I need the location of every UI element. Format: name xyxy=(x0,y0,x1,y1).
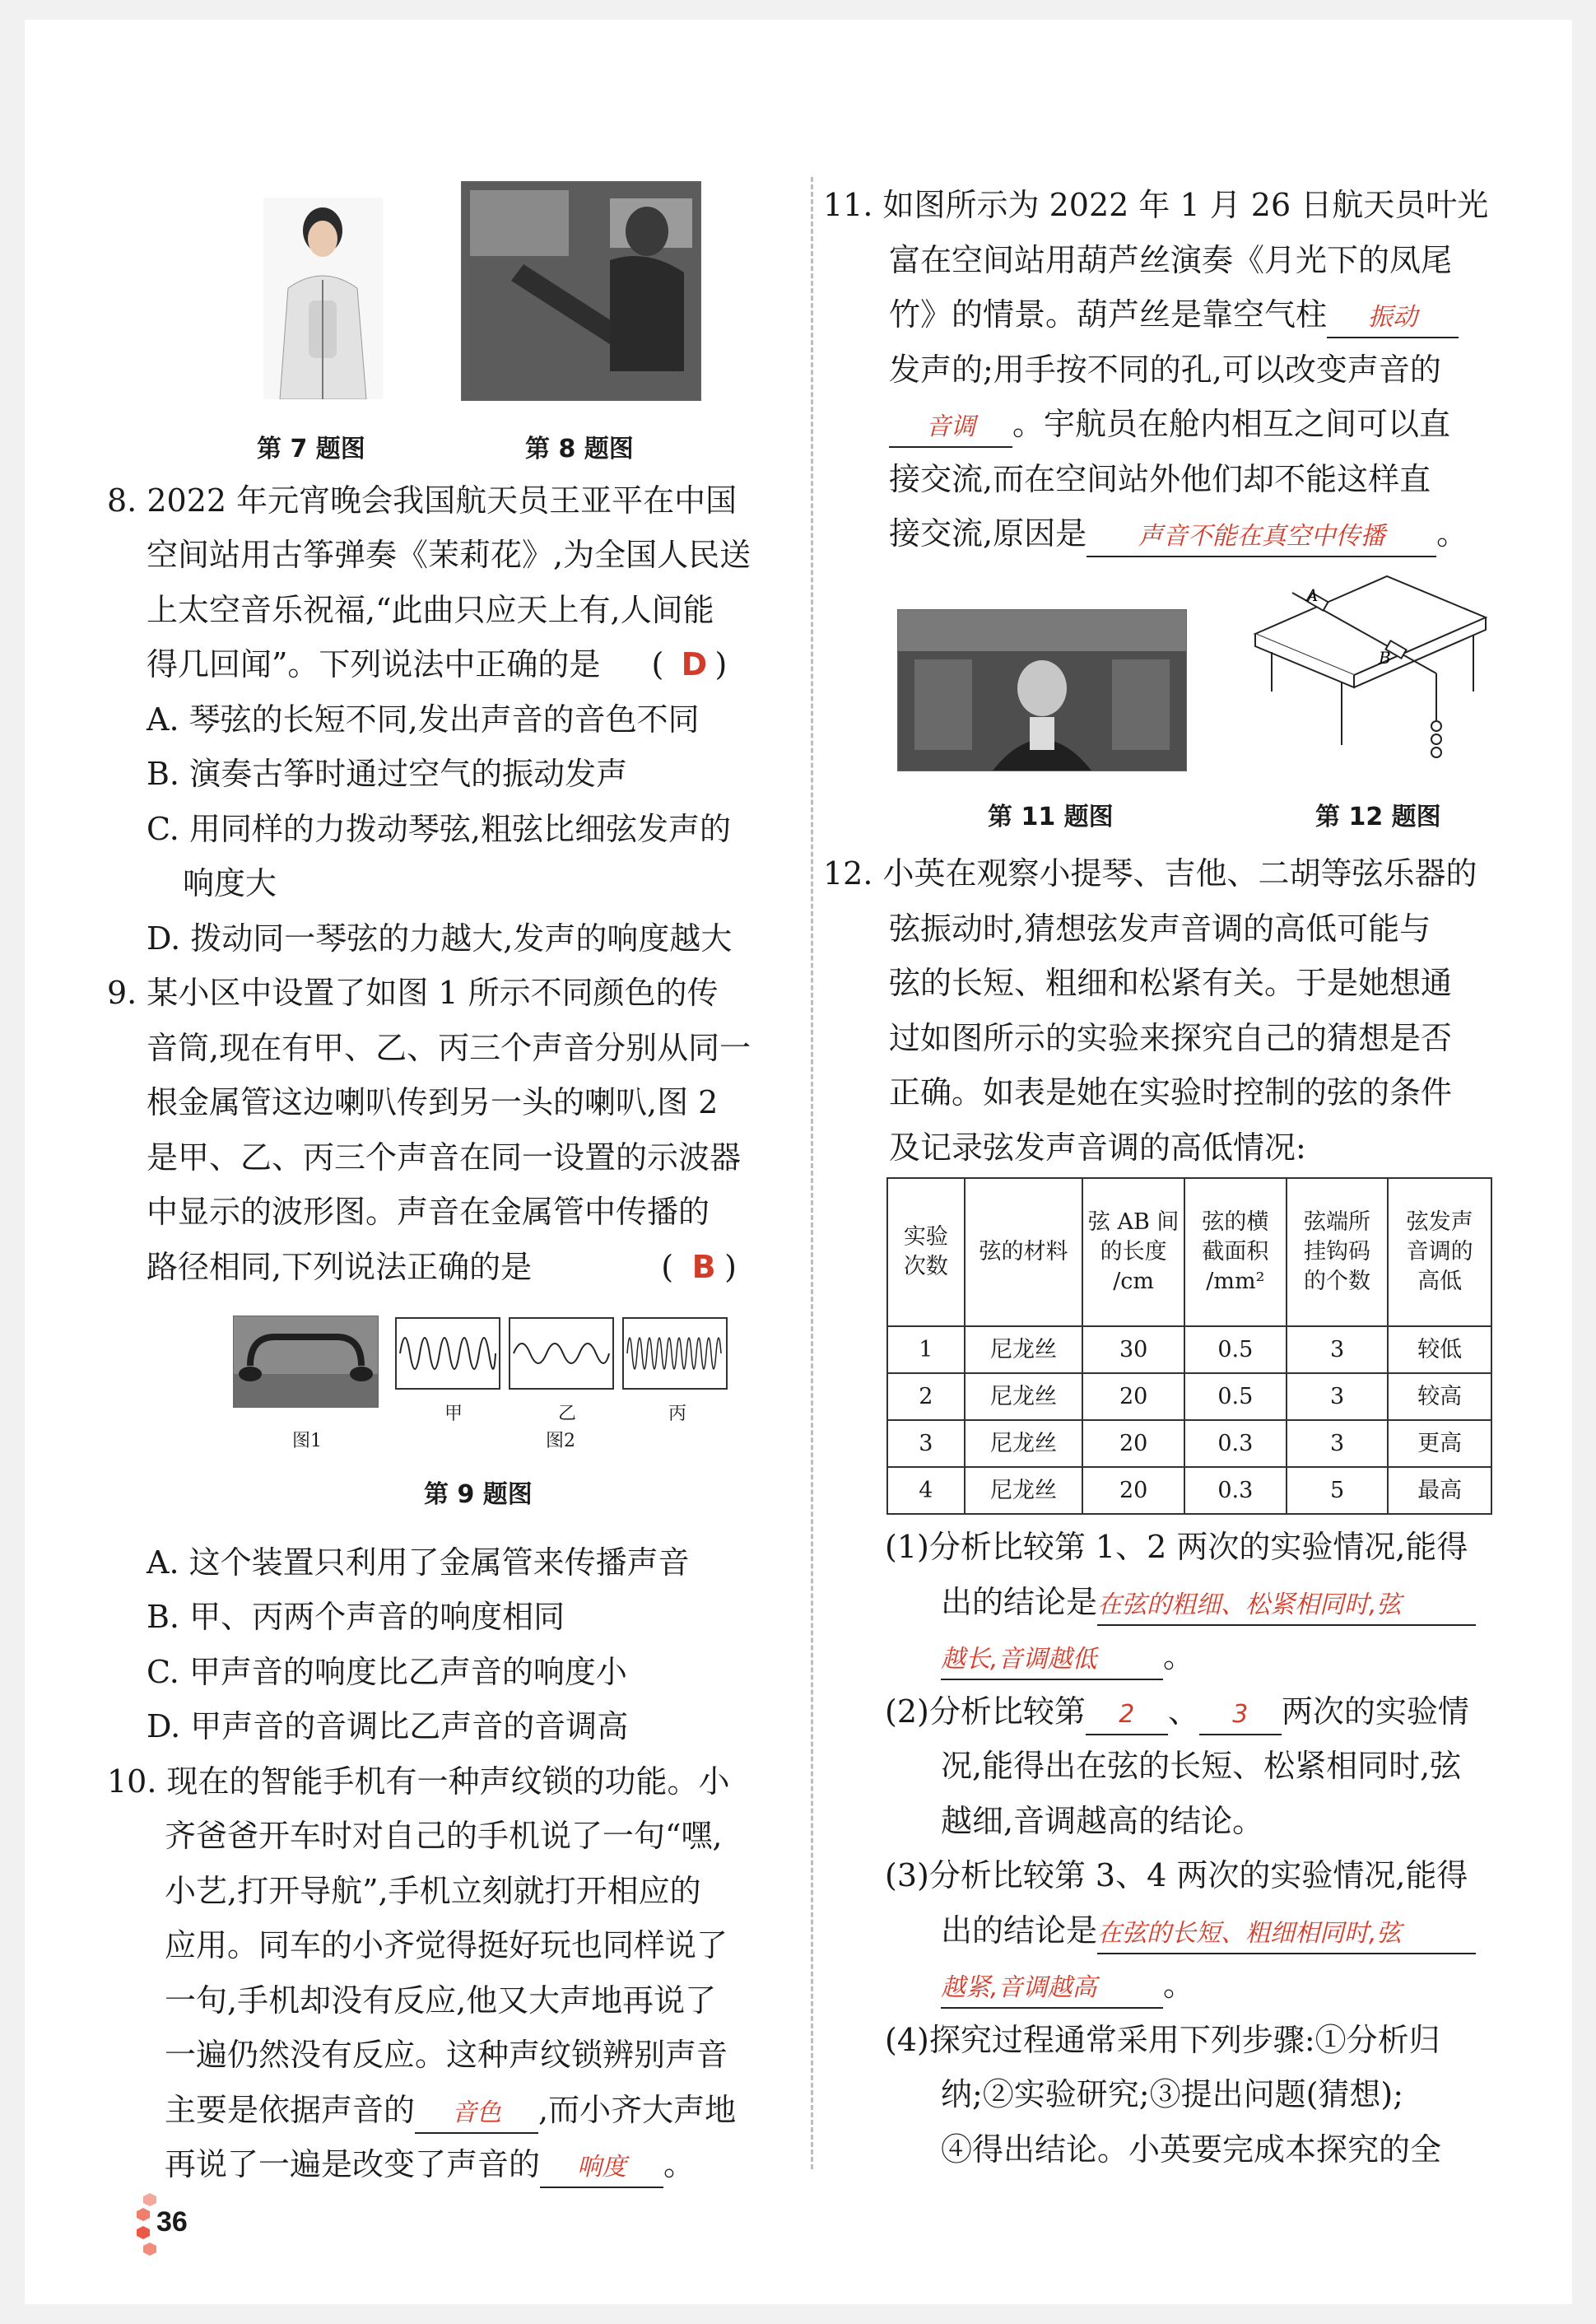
q12-sub2-line-1 xyxy=(885,1684,1469,1739)
figure-9-2-label: 图2 xyxy=(546,1431,575,1451)
table-header-row xyxy=(887,1178,1491,1326)
astronaut-portrait-image xyxy=(263,198,383,399)
q9-line-3: 根金属管这边喇叭传到另一头的喇叭,图 2 xyxy=(147,1084,719,1120)
point-a-label: A xyxy=(1306,585,1319,605)
q10-line-8-pre: 再说了一遍是改变了声音的 xyxy=(165,2146,541,2182)
table-cell: 较高 xyxy=(1388,1373,1491,1420)
q12-sub2-line-2: 况,能得出在弦的长短、松紧相同时,弦 xyxy=(941,1748,1462,1784)
table-cell: 30 xyxy=(1082,1326,1184,1373)
q8-line-3: 上太空音乐祝福,“此曲只应天上有,人间能 xyxy=(147,592,714,628)
q10-line-6: 一遍仍然没有反应。这种声纹锁辨别声音 xyxy=(165,2037,728,2073)
figure-12-diagram xyxy=(1247,568,1494,774)
header-length xyxy=(1082,1178,1184,1326)
q10-blank-1 xyxy=(415,2091,538,2134)
q12-sub3-line-1: (3)分析比较第 3、4 两次的实验情况,能得 xyxy=(885,1857,1468,1893)
q9-option-b: B. 甲、丙两个声音的响度相同 xyxy=(147,1599,565,1635)
q12-sub4-line-2: 纳;②实验研究;③提出问题(猜想); xyxy=(941,2076,1404,2112)
header-pitch-l3: 高低 xyxy=(1417,1269,1463,1294)
q12-sub1-answer-b: 越长,音调越低 xyxy=(941,1645,1097,1674)
figure-12-caption: 第 12 题图 xyxy=(1315,803,1441,831)
table-cell: 最高 xyxy=(1388,1467,1491,1514)
table-row xyxy=(887,1326,1491,1373)
q11-line-5 xyxy=(889,397,1450,451)
figure-7-photo xyxy=(263,198,383,399)
table-cell: 3 xyxy=(1287,1420,1389,1467)
q11-blank-3 xyxy=(1086,515,1436,557)
figure-11-photo xyxy=(897,609,1187,771)
q12-sub2-blank-2 xyxy=(1199,1693,1282,1735)
header-area xyxy=(1184,1178,1287,1326)
q9-option-a: A. 这个装置只利用了金属管来传播声音 xyxy=(147,1544,690,1581)
q11-answer-1: 振动 xyxy=(1368,303,1418,332)
waveform-b-label: 乙 xyxy=(558,1404,577,1424)
figure-9-1-label: 图1 xyxy=(292,1431,322,1451)
header-weights-l2: 挂钩码 xyxy=(1304,1239,1371,1264)
q12-sub1-end: 。 xyxy=(1163,1638,1195,1674)
q9-line-2: 音筒,现在有甲、乙、丙三个声音分别从同一 xyxy=(147,1030,751,1066)
q12-sub2-blank-1 xyxy=(1086,1693,1168,1735)
point-b-label: B xyxy=(1379,648,1391,668)
q10-line-7 xyxy=(165,2083,736,2137)
q8-option-b: B. 演奏古筝时通过空气的振动发声 xyxy=(147,756,628,792)
q8-line-4-text: 得几回闻”。下列说法中正确的是 xyxy=(147,646,601,682)
q10-line-8-post: 。 xyxy=(663,2146,696,2182)
q12-sub2-sep: 、 xyxy=(1167,1693,1199,1730)
q9-line-6: 路径相同,下列说法正确的是 ( B ) xyxy=(147,1240,737,1294)
table-cell: 20 xyxy=(1082,1373,1184,1420)
figure-8-caption: 第 8 题图 xyxy=(525,435,634,463)
table-cell: 尼龙丝 xyxy=(965,1420,1083,1467)
table-cell: 尼龙丝 xyxy=(965,1467,1083,1514)
table-cell: 尼龙丝 xyxy=(965,1373,1083,1420)
q8-option-c: C. 用同样的力拨动琴弦,粗弦比细弦发声的 xyxy=(147,811,731,847)
q10-blank-2 xyxy=(540,2145,663,2188)
q11-line-5-post: 。宇航员在舱内相互之间可以直 xyxy=(1012,406,1451,442)
q12-sub3-pre: 出的结论是 xyxy=(941,1912,1098,1949)
q11-line-7-pre: 接交流,原因是 xyxy=(889,515,1087,552)
table-row xyxy=(887,1467,1491,1514)
space-station-guzheng-image xyxy=(462,182,700,400)
q8-option-a: A. 琴弦的长短不同,发出声音的音色不同 xyxy=(147,701,700,738)
q12-sub1-pre: 出的结论是 xyxy=(941,1584,1098,1620)
waveform-b xyxy=(509,1317,614,1390)
q9-line-5: 中显示的波形图。声音在金属管中传播的 xyxy=(147,1194,710,1230)
q12-line-4: 过如图所示的实验来探究自己的猜想是否 xyxy=(889,1020,1453,1056)
figure-7-caption: 第 7 题图 xyxy=(257,435,365,463)
q8-line-2: 空间站用古筝弹奏《茉莉花》,为全国人民送 xyxy=(147,537,751,573)
q10-line-5: 一句,手机却没有反应,他又大声地再说了 xyxy=(165,1982,717,2019)
q11-line-3-pre: 竹》的情景。葫芦丝是靠空气柱 xyxy=(889,296,1328,333)
table-cell: 更高 xyxy=(1388,1420,1491,1467)
q9-option-d: D. 甲声音的音调比乙声音的音调高 xyxy=(147,1708,629,1744)
q8-option-c-cont: 响度大 xyxy=(183,865,277,901)
q12-sub4-line-3: ④得出结论。小英要完成本探究的全 xyxy=(941,2131,1442,2168)
table-cell: 0.3 xyxy=(1184,1467,1287,1514)
table-cell: 5 xyxy=(1287,1467,1389,1514)
table-cell: 20 xyxy=(1082,1420,1184,1467)
q12-sub2-pre: (2)分析比较第 xyxy=(885,1693,1086,1730)
q12-sub2-post: 两次的实验情 xyxy=(1281,1693,1469,1730)
q12-line-1: 12. 小英在观察小提琴、吉他、二胡等弦乐器的 xyxy=(823,855,1477,892)
q11-line-3 xyxy=(889,287,1459,342)
q12-sub1-blank-a xyxy=(1097,1583,1476,1626)
q12-sub3-blank-b xyxy=(941,1966,1163,2009)
q10-line-7-post: ,而小齐大声地 xyxy=(538,2092,737,2128)
q11-line-6: 接交流,而在空间站外他们却不能这样直 xyxy=(889,461,1431,497)
q8-line-1: 8. 2022 年元宵晚会我国航天员王亚平在中国 xyxy=(107,482,738,519)
table-cell: 0.5 xyxy=(1184,1326,1287,1373)
header-area-l2: 截面积 xyxy=(1202,1239,1269,1264)
q12-sub1-line-3 xyxy=(941,1629,1194,1684)
q10-line-3: 小艺,打开导航”,手机立刻就打开相应的 xyxy=(165,1873,701,1909)
q9-option-c: C. 甲声音的响度比乙声音的响度小 xyxy=(147,1654,627,1690)
header-length-l3: /cm xyxy=(1113,1269,1155,1294)
q12-sub2-answer-1: 2 xyxy=(1119,1700,1135,1729)
q12-sub3-line-2 xyxy=(941,1903,1476,1958)
q8-answer: D xyxy=(681,646,708,682)
q12-line-3: 弦的长短、粗细和松紧有关。于是她想通 xyxy=(889,965,1453,1001)
table-cell: 1 xyxy=(887,1326,965,1373)
table-cell: 2 xyxy=(887,1373,965,1420)
q9-line-4: 是甲、乙、丙三个声音在同一设置的示波器 xyxy=(147,1139,742,1176)
table-cell: 3 xyxy=(1287,1373,1389,1420)
experiment-table xyxy=(886,1177,1492,1515)
table-cell: 尼龙丝 xyxy=(965,1326,1083,1373)
header-trial-l1: 实验 xyxy=(903,1224,948,1250)
q11-line-7 xyxy=(889,506,1468,561)
q10-line-7-pre: 主要是依据声音的 xyxy=(165,2092,416,2128)
waveform-a xyxy=(395,1317,500,1390)
table-row xyxy=(887,1420,1491,1467)
q10-line-4: 应用。同车的小齐觉得挺好玩也同样说了 xyxy=(165,1927,728,1963)
q11-answer-3: 声音不能在真空中传播 xyxy=(1138,522,1385,551)
header-weights xyxy=(1287,1178,1389,1326)
q12-sub3-end: 。 xyxy=(1163,1967,1195,2003)
table-cell: 0.3 xyxy=(1184,1420,1287,1467)
q11-blank-1 xyxy=(1327,296,1459,338)
q8-option-d: D. 拨动同一琴弦的力越大,发声的响度越大 xyxy=(147,920,733,957)
header-material xyxy=(965,1178,1083,1326)
q9-line-1: 9. 某小区中设置了如图 1 所示不同颜色的传 xyxy=(107,975,719,1011)
q11-line-2: 富在空间站用葫芦丝演奏《月光下的凤尾 xyxy=(889,242,1453,278)
q10-line-8 xyxy=(165,2137,695,2191)
q12-sub3-blank-a xyxy=(1097,1912,1476,1954)
header-trial xyxy=(887,1178,965,1326)
q12-line-2: 弦振动时,猜想弦发声音调的高低可能与 xyxy=(889,911,1431,947)
header-weights-l1: 弦端所 xyxy=(1304,1209,1371,1235)
figure-11-caption: 第 11 题图 xyxy=(988,803,1114,831)
header-pitch-l1: 弦发声 xyxy=(1406,1209,1473,1235)
column-divider xyxy=(811,177,813,2169)
q11-blank-2 xyxy=(889,405,1012,448)
header-pitch xyxy=(1388,1178,1491,1326)
q12-sub2-answer-2: 3 xyxy=(1232,1700,1249,1729)
page-number: 36 xyxy=(156,2206,188,2238)
q12-sub4-line-1: (4)探究过程通常采用下列步骤:①分析归 xyxy=(885,2022,1440,2058)
q12-sub1-blank-b xyxy=(941,1637,1163,1680)
header-length-l1: 弦 AB 间 xyxy=(1087,1209,1180,1235)
table-cell: 3 xyxy=(1287,1326,1389,1373)
q11-line-1: 11. 如图所示为 2022 年 1 月 26 日航天员叶光 xyxy=(823,187,1489,223)
q12-line-5: 正确。如表是她在实验时控制的弦的条件 xyxy=(889,1074,1453,1111)
q12-sub3-line-3 xyxy=(941,1958,1194,2012)
astronaut-hulusi-image xyxy=(898,610,1186,771)
q12-sub1-answer-a: 在弦的粗细、松紧相同时,弦 xyxy=(1097,1590,1402,1619)
q9-line-6-text: 路径相同,下列说法正确的是 xyxy=(147,1249,533,1285)
table-cell: 3 xyxy=(887,1420,965,1467)
q10-answer-1: 音色 xyxy=(452,2098,502,2127)
figure-9-caption: 第 9 题图 xyxy=(424,1480,533,1509)
table-row xyxy=(887,1373,1491,1420)
q10-answer-2: 响度 xyxy=(577,2153,627,2182)
q12-sub3-answer-a: 在弦的长短、粗细相同时,弦 xyxy=(1097,1919,1402,1948)
q12-line-6: 及记录弦发声音调的高低情况: xyxy=(889,1129,1306,1166)
q12-sub1-line-1: (1)分析比较第 1、2 两次的实验情况,能得 xyxy=(885,1529,1468,1565)
table-cell: 20 xyxy=(1082,1467,1184,1514)
waveform-c xyxy=(622,1317,728,1390)
q12-sub3-answer-b: 越紧,音调越高 xyxy=(941,1973,1097,2002)
q9-answer: B xyxy=(691,1249,716,1285)
table-cell: 0.5 xyxy=(1184,1373,1287,1420)
q12-sub2-line-3: 越细,音调越高的结论。 xyxy=(941,1803,1264,1839)
q8-line-4: 得几回闻”。下列说法中正确的是 ( D ) xyxy=(147,637,727,692)
q11-answer-2: 音调 xyxy=(926,412,975,441)
q11-line-4: 发声的;用手按不同的孔,可以改变声音的 xyxy=(889,352,1441,388)
speaking-tube-image xyxy=(234,1316,378,1407)
header-weights-l3: 的个数 xyxy=(1304,1269,1371,1294)
q10-line-2: 齐爸爸开车时对自己的手机说了一句“嘿, xyxy=(165,1818,723,1854)
waveform-c-label: 丙 xyxy=(668,1404,687,1424)
header-area-l1: 弦的横 xyxy=(1202,1209,1269,1235)
q10-line-1: 10. 现在的智能手机有一种声纹锁的功能。小 xyxy=(107,1763,730,1800)
table-cell: 4 xyxy=(887,1467,965,1514)
table-cell: 较低 xyxy=(1388,1326,1491,1373)
header-area-l3: /mm² xyxy=(1206,1269,1265,1294)
header-trial-l2: 次数 xyxy=(903,1254,948,1279)
figure-9-pipe-photo xyxy=(233,1316,379,1408)
header-material-l1: 弦的材料 xyxy=(979,1239,1068,1264)
header-length-l2: 的长度 xyxy=(1100,1239,1167,1264)
q12-sub1-line-2 xyxy=(941,1575,1476,1629)
figure-8-photo xyxy=(461,181,701,401)
waveform-a-label: 甲 xyxy=(444,1404,463,1424)
header-pitch-l2: 音调的 xyxy=(1406,1239,1473,1264)
q11-line-7-post: 。 xyxy=(1436,515,1468,552)
